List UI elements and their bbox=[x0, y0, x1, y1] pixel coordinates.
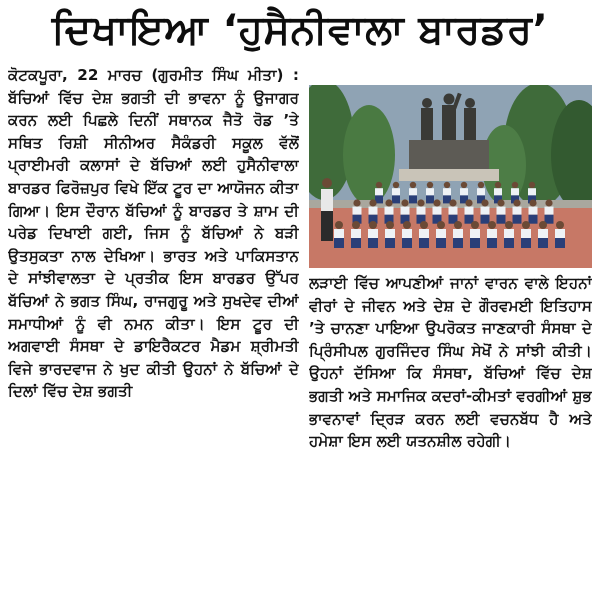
student-figure bbox=[481, 199, 490, 223]
student-figure bbox=[401, 199, 410, 223]
student-figure bbox=[465, 199, 474, 223]
student-figure bbox=[385, 199, 394, 223]
article-paragraph-left bbox=[8, 64, 299, 403]
group-photo-illustration bbox=[309, 85, 592, 268]
student-figure bbox=[436, 221, 446, 248]
student-figure bbox=[433, 199, 442, 223]
student-figure bbox=[402, 221, 412, 248]
body-text-left: ਬੱਚਿਆਂ ਵਿੱਚ ਦੇਸ਼ ਭਗਤੀ ਦੀ ਭਾਵਨਾ ਨੂੰ ਉਜਾਗਰ ਕਰਨ ਲਈ ਪਿਛਲੇ ਦਿਨੀਂ ਸਥਾਨਕ ਜੈਤੋ ਰੋਡ ’ਤੇ ਸਥਿਤ ਰਿਸ਼ੀ ਸੀਨੀਅਰ ਸੈਕੰਡਰੀ ਸਕੂਲ ਵੱਲੋਂ ਪ੍ਰਾਈਮਰੀ ਕਲਾਸਾਂ ਦੇ ਬੱਚਿਆਂ ਲਈ ਹੁਸੈਨੀਵਾਲਾ ਬਾਰਡਰ ਫਿਰੋਜ਼ਪੁਰ ਵਿਖੇ ਇੱਕ ਟੂਰ ਦਾ ਆਯੋਜਨ ਕੀਤਾ ਗਿਆ। ਇਸ ਦੌਰਾਨ ਬੱਚਿਆਂ ਨੂੰ ਬਾਰਡਰ ਤੇ ਸ਼ਾਮ ਦੀ ਪਰੇਡ ਦਿਖਾਈ ਗਈ, ਜਿਸ ਨੂੰ ਬੱਚਿਆਂ ਨੇ ਬੜੀ ਉਤਸੁਕਤਾ ਨਾਲ ਦੇਖਿਆ। ਭਾਰਤ ਅਤੇ ਪਾਕਿਸਤਾਨ ਦੇ ਸਾਂਝੀਵਾਲਤਾ ਦੇ ਪ੍ਰਤੀਕ ਇਸ ਬਾਰਡਰ ਉੱਪਰ ਬੱਚਿਆਂ ਨੇ ਭਗਤ ਸਿੰਘ, ਰਾਜਗੁਰੂ ਅਤੇ ਸੁਖਦੇਵ ਦੀਆਂ ਸਮਾਧੀਆਂ ਨੂੰ ਵੀ ਨਮਨ ਕੀਤਾ। ਇਸ ਟੂਰ ਦੀ ਅਗਵਾਈ ਸੰਸਥਾ ਦੇ ਡਾਇਰੈਕਟਰ ਮੈਡਮ ਸ਼੍ਰੀਮਤੀ ਵਿਜੇ ਭਾਰਦਵਾਜ ਨੇ ਖੁਦ ਕੀਤੀ ਉਹਨਾਂ ਨੇ ਬੱਚਿਆਂ ਦੇ ਦਿਲਾਂ ਵਿੱਚ ਦੇਸ਼ ਭਗਤੀ bbox=[8, 88, 299, 401]
student-figure bbox=[334, 221, 344, 248]
student-figure bbox=[351, 221, 361, 248]
student-figure bbox=[417, 199, 426, 223]
headline: ਦਿਖਾਇਆ ‘ਹੁਸੈਨੀਵਾਲਾ ਬਾਰਡਰ’ bbox=[51, 7, 549, 53]
student-figure bbox=[504, 221, 514, 248]
student-figure bbox=[545, 199, 554, 223]
student-figure bbox=[443, 182, 451, 204]
student-figure bbox=[369, 199, 378, 223]
student-figure bbox=[375, 182, 383, 204]
article-column-right bbox=[309, 272, 592, 598]
student-figure bbox=[392, 182, 400, 204]
student-figure bbox=[368, 221, 378, 248]
student-figure bbox=[449, 199, 458, 223]
student-figure bbox=[453, 221, 463, 248]
student-figure bbox=[497, 199, 506, 223]
dateline: ਕੋਟਕਪੂਰਾ, 22 ਮਾਰਚ (ਗੁਰਮੀਤ ਸਿੰਘ ਮੀਤਾ) : bbox=[8, 66, 299, 84]
student-figure bbox=[426, 182, 434, 204]
student-figure bbox=[487, 221, 497, 248]
student-figure bbox=[513, 199, 522, 223]
student-figure bbox=[470, 221, 480, 248]
student-figure bbox=[409, 182, 417, 204]
student-figure bbox=[521, 221, 531, 248]
article-paragraph-right: ਲੜਾਈ ਵਿੱਚ ਆਪਣੀਆਂ ਜਾਨਾਂ ਵਾਰਨ ਵਾਲੇ ਇਹਨਾਂ ਵੀਰਾਂ ਦੇ ਜੀਵਨ ਅਤੇ ਦੇਸ਼ ਦੇ ਗੌਰਵਮਈ ਇਤਿਹਾਸ ’ਤੇ ਚਾਨਣਾ ਪਾਇਆ ਉਪਰੋਕਤ ਜਾਣਕਾਰੀ ਸੰਸਥਾ ਦੇ ਪ੍ਰਿੰਸੀਪਲ ਗੁਰਜਿੰਦਰ ਸਿੰਘ ਸੇਖੋਂ ਨੇ ਸਾਂਝੀ ਕੀਤੀ। ਉਹਨਾਂ ਦੱਸਿਆ ਕਿ ਸੰਸਥਾ, ਬੱਚਿਆਂ ਵਿੱਚ ਦੇਸ਼ ਭਗਤੀ ਅਤੇ ਸਮਾਜਿਕ ਕਦਰਾਂ-ਕੀਮਤਾਂ ਵਰਗੀਆਂ ਸ਼ੁਭ ਭਾਵਨਾਵਾਂ ਦ੍ਰਿੜ ਕਰਨ ਲਈ ਵਚਨਬੱਧ ਹੈ ਅਤੇ ਹਮੇਸ਼ਾ ਇਸ ਲਈ ਯਤਨਸ਼ੀਲ ਰਹੇਗੀ। bbox=[309, 274, 592, 451]
student-figure bbox=[353, 199, 362, 223]
student-figure bbox=[555, 221, 565, 248]
article-column-left bbox=[8, 64, 299, 598]
student-figure bbox=[419, 221, 429, 248]
student-figure bbox=[385, 221, 395, 248]
student-figure bbox=[529, 199, 538, 223]
news-photo bbox=[309, 85, 592, 268]
student-figure bbox=[538, 221, 548, 248]
